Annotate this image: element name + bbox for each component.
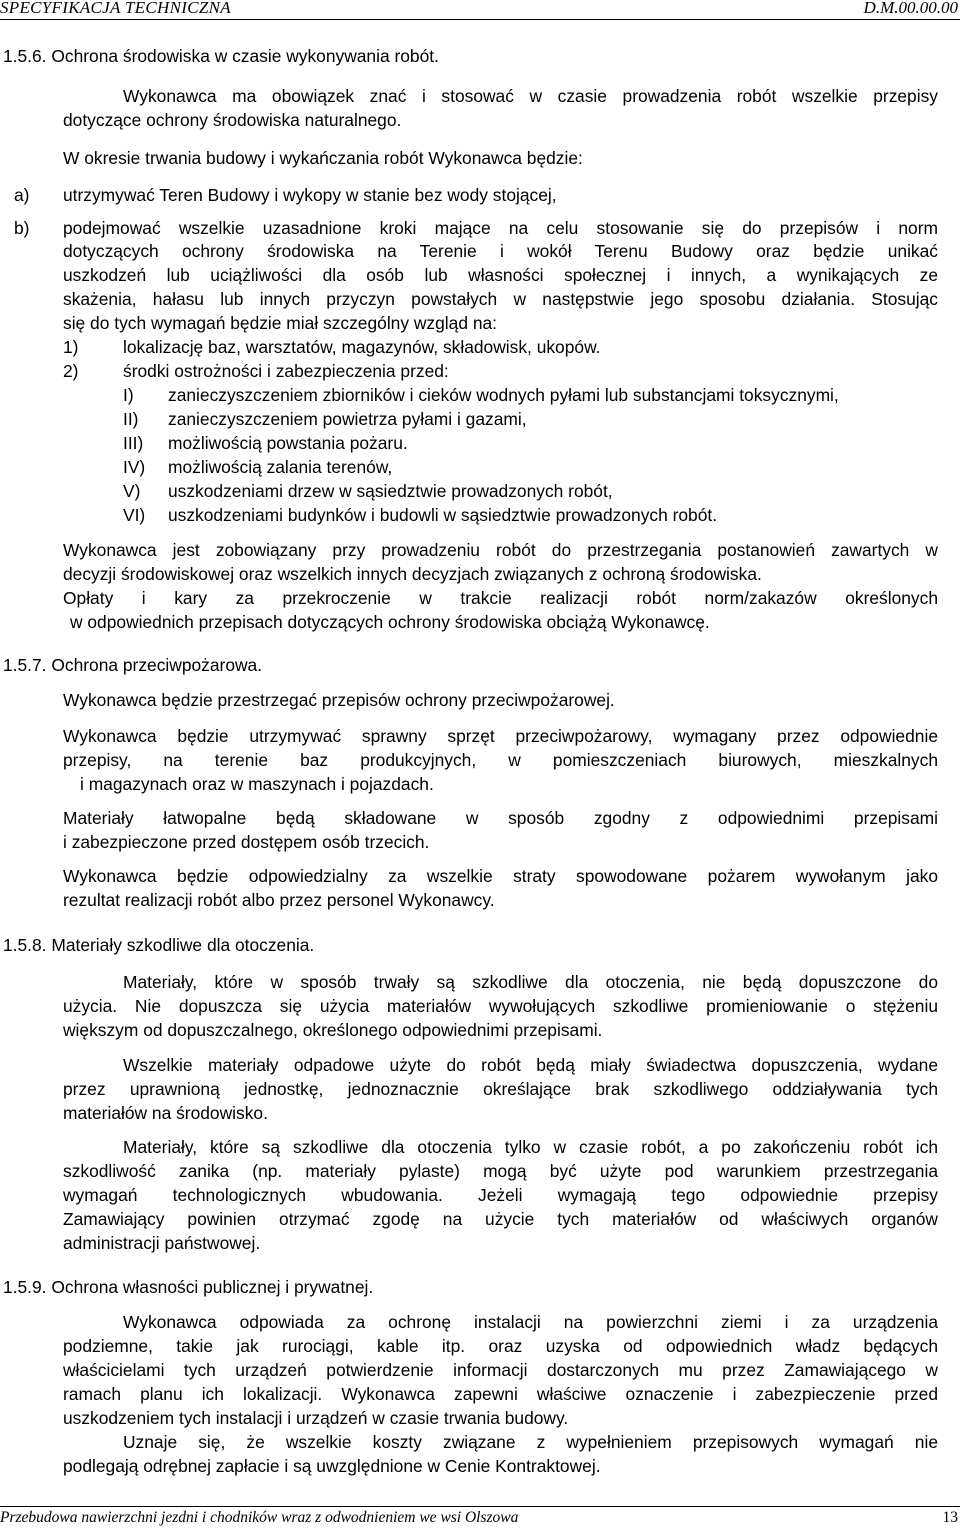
- header-title: SPECYFIKACJA TECHNICZNA: [0, 0, 231, 17]
- text-line: V): [123, 481, 141, 501]
- text-line: decyzji środowiskowej oraz wszelkich innych decyzjach związanych z ochroną środowiska.: [63, 564, 762, 584]
- text-line: Materiały, które w sposób trwały są szkodliwe dla otoczenia, nie będą dopuszczone do: [123, 972, 938, 992]
- text-line: utrzymywać Teren Budowy i wykopy w stanie bez wody stojącej,: [63, 185, 557, 205]
- page-number: 13: [942, 1509, 958, 1526]
- text-line: Zamawiający powinien otrzymać zgodę na użycie tych materiałów od właściwych organów: [63, 1209, 938, 1229]
- text-line: Wykonawca jest zobowiązany przy prowadzeniu robót do przestrzegania postanowień zawartych w: [63, 540, 938, 560]
- text-line: lokalizację baz, warsztatów, magazynów, składowisk, ukopów.: [123, 337, 601, 357]
- text-line: uszkodzeń lub uciążliwości dla osób lub własności społecznej i innych, a wynikających ze: [63, 265, 938, 285]
- text-line: Wykonawca ma obowiązek znać i stosować w czasie prowadzenia robót wszelkie przepisy: [123, 86, 938, 106]
- text-line: W okresie trwania budowy i wykańczania robót Wykonawca będzie:: [63, 148, 583, 168]
- header-rule: [0, 19, 960, 20]
- text-line: Wykonawca będzie odpowiedzialny za wszelkie straty spowodowane pożarem wywołanym jako: [63, 866, 938, 886]
- footer-rule: [0, 1506, 960, 1507]
- text-line: I): [123, 385, 134, 405]
- text-line: środki ostrożności i zabezpieczenia przed:: [123, 361, 449, 381]
- text-line: podlegają odrębnej zapłacie i są uwzględnione w Cenie Kontraktowej.: [63, 1456, 601, 1476]
- text-line: właścicielami tych urządzeń potwierdzenie informacji dostarczonych mu przez Zamawiającego w: [63, 1360, 938, 1380]
- text-line: 1.5.7. Ochrona przeciwpożarowa.: [3, 655, 263, 675]
- text-line: zanieczyszczeniem zbiorników i cieków wodnych pyłami lub substancjami toksycznymi,: [168, 385, 839, 405]
- text-line: Materiały łatwopalne będą składowane w sposób zgodny z odpowiednimi przepisami: [63, 808, 938, 828]
- text-line: a): [14, 185, 30, 205]
- text-line: Wykonawca będzie utrzymywać sprawny sprzęt przeciwpożarowy, wymagany przez odpowiednie: [63, 726, 938, 746]
- text-line: IV): [123, 457, 146, 477]
- text-line: przepisy, na terenie baz produkcyjnych, w pomieszczeniach biurowych, mieszkalnych: [63, 750, 938, 770]
- text-line: rezultat realizacji robót albo przez personel Wykonawcy.: [63, 890, 495, 910]
- text-line: Opłaty i kary za przekroczenie w trakcie realizacji robót norm/zakazów określonych: [63, 588, 938, 608]
- text-line: Wykonawca odpowiada za ochronę instalacji na powierzchni ziemi i za urządzenia: [123, 1312, 938, 1332]
- text-line: Materiały, które są szkodliwe dla otoczenia tylko w czasie robót, a po zakończeniu robót ich: [123, 1137, 938, 1157]
- text-line: 1.5.6. Ochrona środowiska w czasie wykonywania robót.: [3, 46, 439, 66]
- text-line: i zabezpieczone przed dostępem osób trzecich.: [63, 832, 430, 852]
- text-line: skażenia, hałasu lub innych przyczyn powstałych w następstwie jego sposobu działania. Stosując: [63, 289, 938, 309]
- text-line: 1): [63, 337, 79, 357]
- text-line: dotyczących ochrony środowiska na Terenie i wokół Terenu Budowy oraz będzie unikać: [63, 241, 938, 261]
- text-line: przez uprawnioną jednostkę, jednoznacznie określające brak szkodliwego oddziaływania tych: [63, 1079, 938, 1099]
- text-line: administracji państwowej.: [63, 1233, 261, 1253]
- text-line: się do tych wymagań będzie miał szczególny wzgląd na:: [63, 313, 498, 333]
- text-line: w odpowiednich przepisach dotyczących ochrony środowiska obciążą Wykonawcę.: [70, 612, 710, 632]
- text-line: wymagań technologicznych wbudowania. Jeżeli wymagają tego odpowiednie przepisy: [63, 1185, 938, 1205]
- text-line: Uznaje się, że wszelkie koszty związane z wypełnieniem przepisowych wymagań nie: [123, 1432, 938, 1452]
- text-line: VI): [123, 505, 146, 525]
- text-line: Wykonawca będzie przestrzegać przepisów ochrony przeciwpożarowej.: [63, 690, 615, 710]
- text-line: możliwością powstania pożaru.: [168, 433, 408, 453]
- text-line: uszkodzeniami drzew w sąsiedztwie prowadzonych robót,: [168, 481, 613, 501]
- footer-title: Przebudowa nawierzchni jezdni i chodników wraz z odwodnieniem we wsi Olszowa: [0, 1509, 519, 1526]
- page-header: [0, 0, 960, 20]
- text-line: podejmować wszelkie uzasadnione kroki mające na celu stosowanie się do przepisów i norm: [63, 218, 938, 238]
- text-line: dotyczące ochrony środowiska naturalnego.: [63, 110, 402, 130]
- text-line: 1.5.9. Ochrona własności publicznej i prywatnej.: [3, 1277, 374, 1297]
- text-line: III): [123, 433, 144, 453]
- text-line: i magazynach oraz w maszynach i pojazdach.: [80, 774, 434, 794]
- text-line: b): [14, 218, 30, 238]
- text-line: podziemne, takie jak rurociągi, kable itp. oraz uzyska od odpowiednich władz będących: [63, 1336, 938, 1356]
- text-line: szkodliwość zanika (np. materiały pylaste) mogą być użyte pod warunkiem przestrzegania: [63, 1161, 938, 1181]
- text-line: II): [123, 409, 139, 429]
- text-line: Wszelkie materiały odpadowe użyte do robót będą miały świadectwa dopuszczenia, wydane: [123, 1055, 938, 1075]
- text-line: uszkodzeniem tych instalacji i urządzeń w czasie trwania budowy.: [63, 1408, 569, 1428]
- header-code: D.M.00.00.00: [863, 0, 958, 17]
- text-line: możliwością zalania terenów,: [168, 457, 393, 477]
- text-line: materiałów na środowisko.: [63, 1103, 268, 1123]
- text-line: zanieczyszczeniem powietrza pyłami i gazami,: [168, 409, 527, 429]
- text-line: uszkodzeniami budynków i budowli w sąsiedztwie prowadzonych robót.: [168, 505, 718, 525]
- text-line: 2): [63, 361, 79, 381]
- text-line: większym od dopuszczalnego, określonego odpowiednimi przepisami.: [63, 1020, 603, 1040]
- text-line: 1.5.8. Materiały szkodliwe dla otoczenia.: [3, 935, 315, 955]
- text-line: użycia. Nie dopuszcza się użycia materiałów wywołujących szkodliwe promieniowanie o stężeniu: [63, 996, 938, 1016]
- text-line: ramach planu ich lokalizacji. Wykonawca zapewni właściwe oznaczenie i zabezpieczenie przed: [63, 1384, 938, 1404]
